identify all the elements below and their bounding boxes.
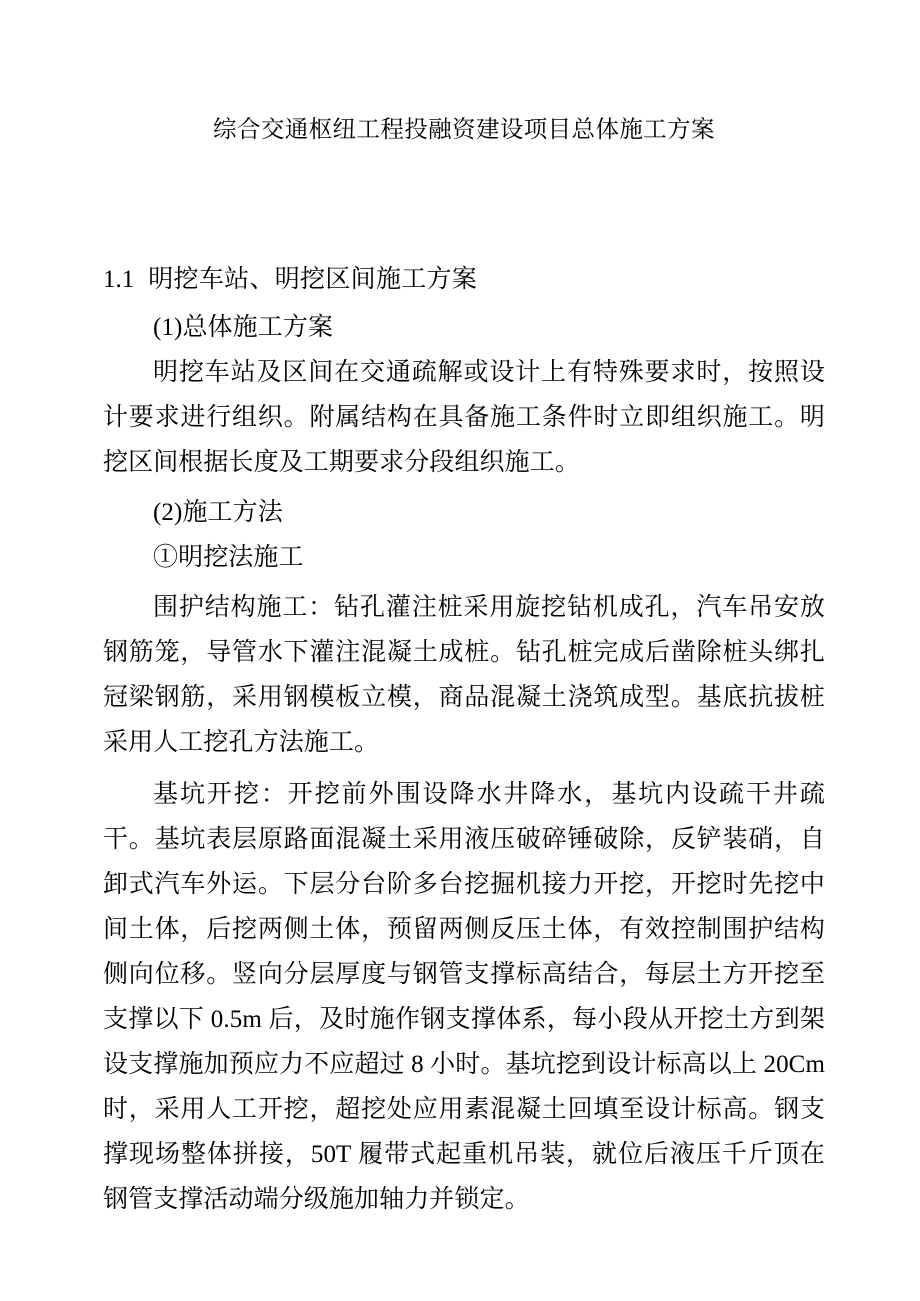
section-heading (103, 142, 825, 292)
paragraph-spacer-3 (103, 765, 825, 772)
retaining-structure-paragraph: 围护结构施工：钻孔灌注桩采用旋挖钻机成孔，汽车吊安放钢筋笼，导管水下灌注混凝土成桩。钻孔桩完成后凿除桩头绑扎冠梁钢筋，采用钢模板立模，商品混凝土浇筑成型。基底抗拔桩采用人工挖孔方法施工。 (103, 593, 825, 756)
heading-body-spacer (103, 292, 825, 305)
overall-plan-paragraph: 明挖车站及区间在交通疏解或设计上有特殊要求时，按照设计要求进行组织。附属结构在具备施工条件时立即组织施工。明挖区间根据长度及工期要求分段组织施工。 (103, 358, 825, 476)
open-cut-method-label: ①明挖法施工 (153, 543, 304, 571)
section-number: 1.1 (103, 265, 135, 293)
overall-plan-label: (1)总体施工方案 (153, 313, 334, 341)
foundation-pit-excavation-paragraph: 基坑开挖：开挖前外围设降水井降水，基坑内设疏干井疏干。基坑表层原路面混凝土采用液压破碎锤破除，反铲装硝，自卸式汽车外运。下层分台阶多台挖掘机接力开挖，开挖时先挖中间土体，后挖两侧土体，预留两侧反压土体，有效控制围护结构侧向位移。竖向分层厚度与钢管支撑标高结合，每层土方开挖至支撑以下 0.5m 后，及时施作钢支撑体系，每小段从开挖土方到架设支撑施加预应力不应超过 8 小时。基坑挖到设计标高以上 20Cm 时，采用人工开挖，超挖处应用素混凝土回填至设计标高。钢支撑现场整体拼接，50T 履带式起重机吊装，就位后液压千斤顶在钢管支撑活动端分级施加轴力并锁定。 (103, 780, 825, 1213)
construction-method-label: (2)施工方法 (153, 498, 283, 526)
page-title: 综合交通枢纽工程投融资建设项目总体施工方案 (213, 116, 715, 142)
section-heading-text: 明挖车站、明挖区间施工方案 (148, 265, 478, 293)
